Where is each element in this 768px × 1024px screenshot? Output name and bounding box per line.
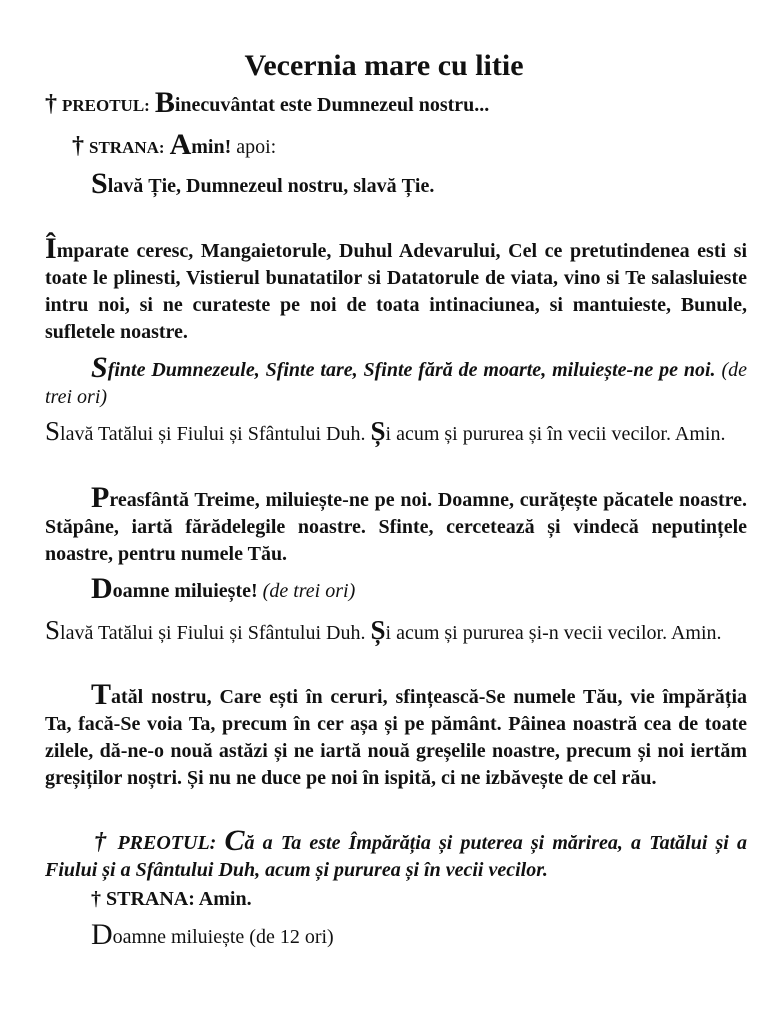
drop-cap: A: [169, 128, 192, 161]
doxology-text: ă a Ta este Împărăția și puterea și mărirea, a Tatălui și a Fiului și a Sfântului Duh, acum și pururea și în vecii vecilor.: [45, 832, 748, 881]
priest-label: PREOTUL:: [62, 96, 150, 115]
glory-paragraph-1: [45, 416, 747, 448]
trinity-prayer-paragraph: [45, 481, 747, 568]
cross-icon: †: [72, 133, 84, 159]
choir-amen-line: [72, 128, 277, 161]
drop-cap: T: [91, 678, 112, 711]
lords-prayer-text: atăl nostru, Care ești în ceruri, sfințească-Se numele Tău, vie împărăția Ta, facă-Se voia Ta, precum în cer așa și pe pământ. Pâinea noastră cea de toate zilele, dă-ne-o nouă astăzi și ne iartă nouă greșelile noastre, precum și noi iertăm greșiților noștri. Și nu ne duce pe noi în ispită, ci ne izbăvește de cel rău.: [45, 686, 747, 789]
drop-cap: S: [91, 167, 108, 200]
choir-amen-text: min: [191, 136, 225, 158]
drop-cap: D: [91, 572, 113, 605]
kyrie-paragraph-1: [45, 572, 747, 605]
drop-cap: P: [91, 481, 110, 514]
glory-to-thee-line: [91, 167, 435, 200]
glory-text-a: lavă Tatălui și Fiului și Sfântului Duh.: [60, 423, 371, 445]
drop-cap-2: Ș: [370, 615, 386, 645]
glory-text-b: i acum și pururea și în vecii vecilor. Amin.: [385, 423, 726, 445]
glory-text-a: lavă Tatălui și Fiului și Sfântului Duh.: [60, 622, 371, 644]
kyrie-note: (de trei ori): [257, 580, 356, 602]
trisagion-note: (de trei ori): [45, 359, 747, 408]
choir-apoi-text: apoi:: [231, 136, 277, 158]
glory-to-thee-text: lavă Ție, Dumnezeul nostru, slavă Ție.: [107, 175, 435, 197]
kyrie-text: oamne miluiește!: [112, 580, 258, 602]
kyrie-12-text: oamne miluiește (de 12 ori): [112, 926, 334, 948]
cross-icon: †: [45, 91, 57, 117]
drop-cap-2: Ș: [370, 416, 386, 446]
kyrie-line-2: [91, 918, 334, 951]
page-title: Vecernia mare cu litie: [244, 49, 524, 82]
glory-paragraph-2: [45, 615, 747, 647]
trisagion-paragraph: [45, 351, 747, 411]
choir-label: STRANA:: [89, 138, 165, 157]
drop-cap: D: [91, 918, 113, 951]
trinity-prayer-text: reasfântă Treime, miluiește-ne pe noi. Doamne, curățește păcatele noastre. Stăpâne, iartă fărădelegile noastre. Sfinte, cercetează și vindecă neputințele noastre, pentru numele Tău.: [45, 489, 747, 565]
priest-label: PREOTUL:: [117, 832, 217, 854]
drop-cap: C: [224, 824, 245, 857]
priest-blessing-line: [45, 86, 490, 119]
drop-cap: S: [45, 615, 61, 645]
choir-amen-line-2: [91, 886, 252, 912]
glory-text-b: i acum și pururea și-n vecii vecilor. Amin.: [385, 622, 722, 644]
drop-cap: S: [91, 351, 108, 384]
heavenly-king-text: mparate ceresc, Mangaietorule, Duhul Adevarului, Cel ce pretutindenea esti si toate le plinesti, Vistierul bunatatilor si Datatorule de viata, vino si Te salasluieste intru noi, si ne curateste pe noi de toata intinaciunea, si mantuieste, Bunule, sufletele noastre.: [45, 240, 747, 343]
drop-cap: B: [154, 86, 175, 119]
lords-prayer-paragraph: [45, 678, 747, 792]
heavenly-king-paragraph: [45, 232, 747, 346]
cross-icon: †: [91, 829, 110, 855]
drop-cap: S: [45, 416, 61, 446]
doxology-paragraph: [45, 824, 748, 884]
priest-blessing-text: inecuvântat este Dumnezeul nostru...: [174, 94, 490, 116]
trisagion-text: finte Dumnezeule, Sfinte tare, Sfinte fără de moarte, miluiește-ne pe noi.: [107, 359, 716, 381]
choir-exclamation: !: [224, 136, 232, 158]
drop-cap: Î: [45, 232, 57, 265]
choir-amen-text: † STRANA: Amin.: [91, 888, 252, 910]
